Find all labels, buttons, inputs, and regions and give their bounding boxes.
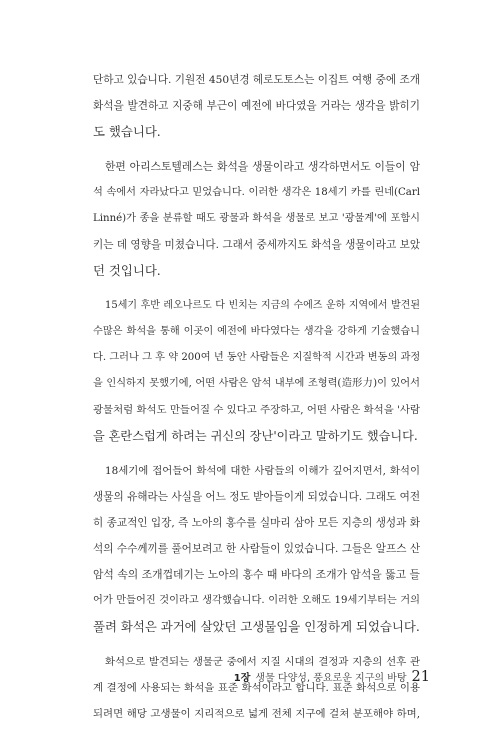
text-line: 히 종교적인 입장, 즉 노아의 홍수를 실마리 삼아 모든 지층의 생성과 화	[93, 517, 420, 529]
text-line: 한편 아리스토텔레스는 화석을 생물이라고 생각하면서도 이들이 암	[105, 160, 420, 173]
text-line: 18세기에 접어들어 화석에 대한 사람들의 이해가 깊어지면서, 화석이	[105, 465, 420, 477]
chapter-title: 생물 다양성, 풍요로운 지구의 바탕	[255, 673, 407, 684]
text-line: 화석으로 발견되는 생물군 중에서 지질 시대의 결정과 지층의 선후 관	[105, 656, 420, 668]
text-line: 도 했습니다.	[93, 124, 161, 139]
text-line: 다. 그러나 그 후 약 200여 년 동안 사람들은 지질학적 시간과 변동의 과정	[93, 352, 421, 363]
text-line: Linné)가 종을 분류할 때도 광물과 화석을 생물로 보고 '광물계'에 포함시	[93, 213, 420, 224]
text-line: 을 인식하지 못했기에, 어떤 사람은 암석 내부에 조형력(造形力)이 있어서	[93, 378, 420, 389]
text-line: 풀려 화석은 과거에 살았던 고생물임을 인정하게 되었습니다.	[93, 619, 420, 634]
page-number: 21	[411, 669, 430, 685]
text-line: 화석을 발견하고 지중해 부근이 예전에 바다였을 거라는 생각을 밝히기	[93, 100, 420, 112]
text-line: 어가 만들어진 것이라고 생각했습니다. 이러한 오해도 19세기부터는 거의	[93, 595, 420, 606]
text-line: 수많은 화석을 통해 이곳이 예전에 바다였다는 생각을 강하게 기술했습니	[93, 326, 420, 337]
text-line: 광물처럼 화석도 만들어질 수 있다고 주장하고, 어떤 사람은 화석을 '사람	[93, 404, 420, 416]
chapter-label: 1장	[233, 673, 251, 684]
text-line: 생물의 유해라는 사실을 어느 정도 받아들이게 되었습니다. 그래도 여전	[93, 491, 421, 503]
text-line: 단하고 있습니다. 기원전 450년경 헤로도토스는 이집트 여행 중에 조개	[93, 74, 420, 86]
text-line: 석 속에서 자라났다고 믿었습니다. 이러한 생각은 18세기 카를 린네(Carl	[93, 187, 420, 198]
text-line: 석의 수수께끼를 풀어보려고 한 사람들이 있었습니다. 그들은 알프스 산	[93, 543, 421, 555]
text-line: 되려면 해당 고생물이 지리적으로 넓게 전체 지구에 걸쳐 분포해야 하며,	[93, 708, 420, 720]
text-line: 암석 속의 조개껍데기는 노아의 홍수 때 바다의 조개가 암석을 뚫고 들	[93, 568, 420, 581]
text-line: 을 혼란스럽게 하려는 귀신의 장난'이라고 말하기도 했습니다.	[93, 429, 418, 443]
text-line: 15세기 후반 레오나르도 다 빈치는 지금의 수에즈 운하 지역에서 발견된	[105, 300, 420, 311]
text-line: 계 결정에 사용되는 화석을 표준 화석이라고 합니다. 표준 화석으로 이용	[93, 682, 420, 694]
text-line: 키는 데 영향을 미쳤습니다. 그래서 중세까지도 화석을 생물이라고 보았	[93, 239, 421, 251]
page-footer	[234, 669, 430, 689]
text-line: 던 것입니다.	[93, 263, 161, 278]
